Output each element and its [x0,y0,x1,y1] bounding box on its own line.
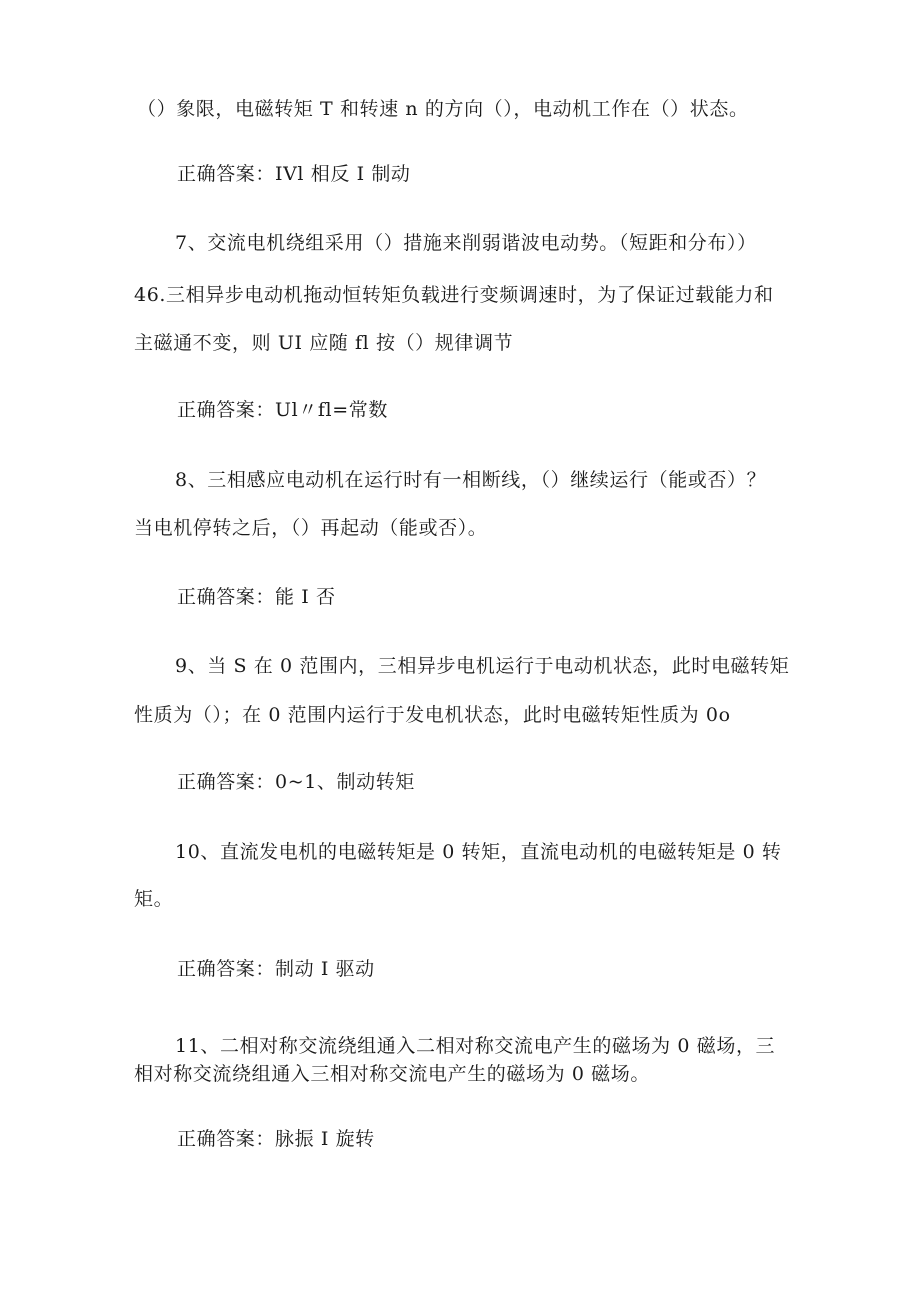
text-line: （）象限，电磁转矩 T 和转速 n 的方向（），电动机工作在（）状态。 [137,98,749,120]
answer-line: 正确答案：Ul〃fl=常数 [177,399,388,421]
question-line: 当电机停转之后，（）再起动（能或否）。 [134,517,488,539]
answer-line: 正确答案：脉振 I 旋转 [177,1128,375,1150]
question-line: 9、当 S 在 0 范围内，三相异步电机运行于电动机状态，此时电磁转矩 [175,655,790,677]
question-line: 46.三相异步电动机拖动恒转矩负载进行变频调速时，为了保证过载能力和 [134,284,774,306]
question-line: 相对称交流绕组通入三相对称交流电产生的磁场为 0 磁场。 [134,1063,650,1085]
question-line: 11、二相对称交流绕组通入二相对称交流电产生的磁场为 0 磁场，三 [175,1035,776,1057]
question-line: 性质为（）；在 0 范围内运行于发电机状态，此时电磁转矩性质为 0o [134,704,731,726]
question-line: 10、直流发电机的电磁转矩是 0 转矩，直流电动机的电磁转矩是 0 转 [175,841,782,863]
question-line: 7、交流电机绕组采用（）措施来削弱谐波电动势。（短距和分布）） [175,232,757,254]
answer-line: 正确答案：IVl 相反 I 制动 [177,163,411,185]
answer-line: 正确答案：能 I 否 [177,586,336,608]
question-line: 8、三相感应电动机在运行时有一相断线，（）继续运行（能或否）？ [175,469,767,491]
question-line: 主磁通不变，则 UI 应随 fl 按（）规律调节 [134,332,514,354]
question-line: 矩。 [134,888,174,910]
answer-line: 正确答案：制动 I 驱动 [177,958,375,980]
answer-line: 正确答案：0~1、制动转矩 [177,771,415,793]
